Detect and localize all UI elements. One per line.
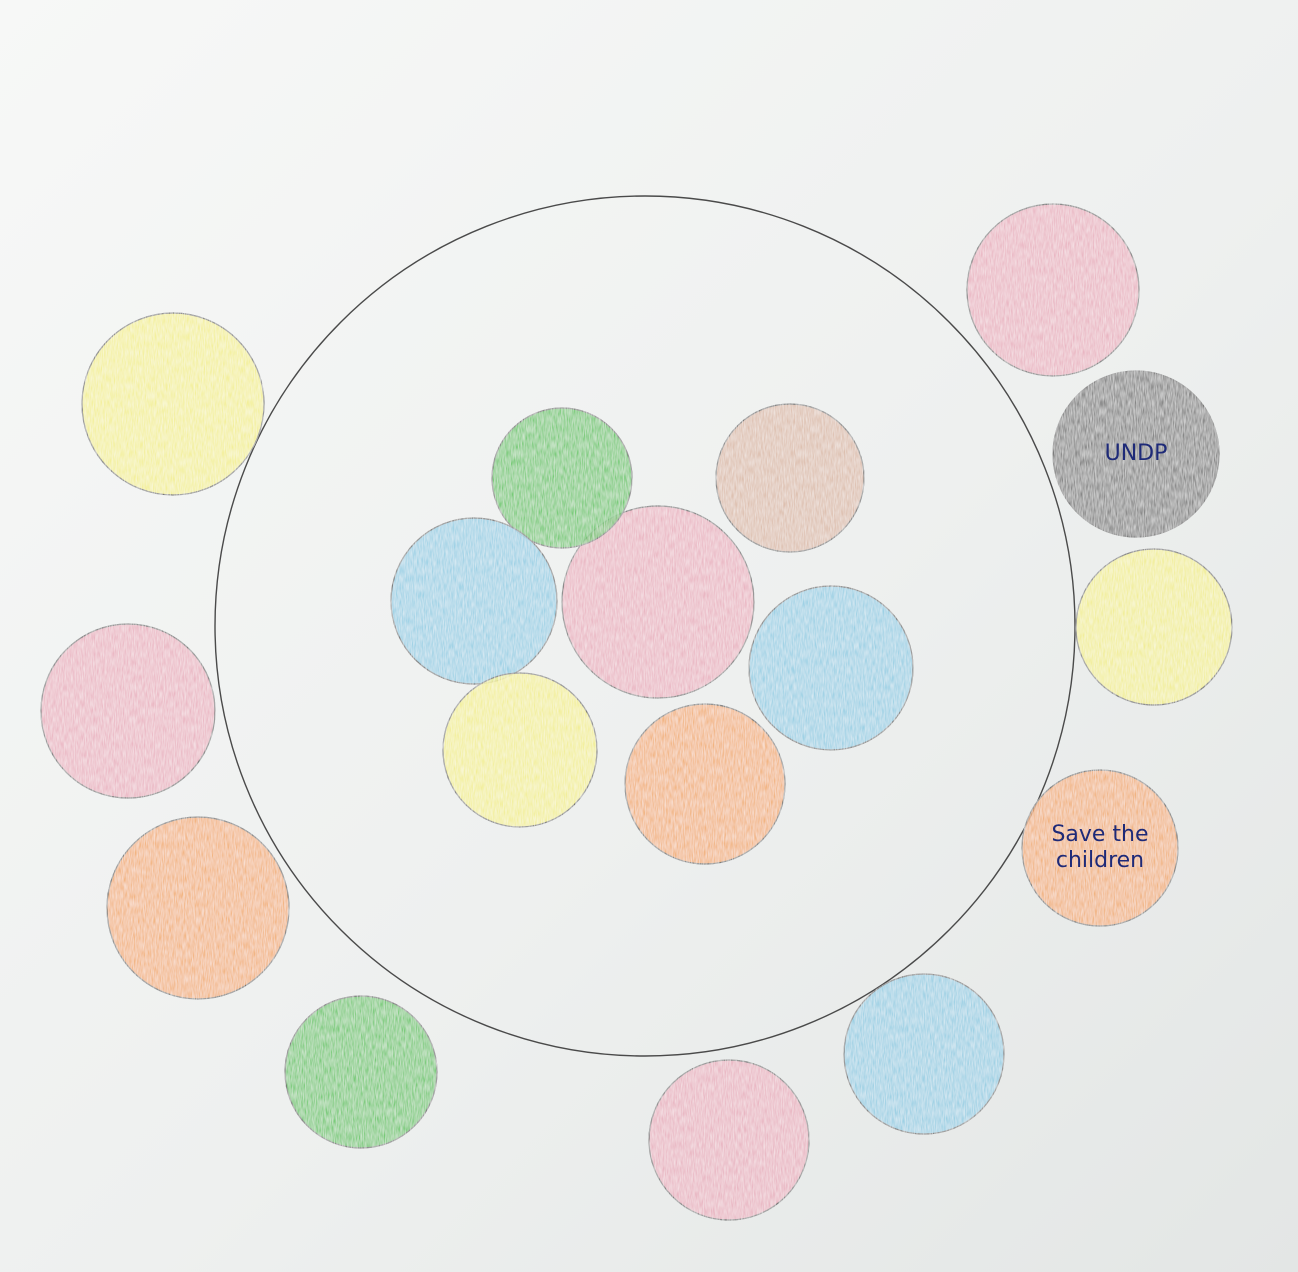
- outer-pink-left-bubble: [41, 624, 215, 798]
- outer-gray-right-label-line: UNDP: [1104, 441, 1168, 466]
- outer-yellow-topleft-circle: [82, 313, 264, 495]
- inner-green-bubble: [492, 408, 632, 548]
- inner-tan-circle: [716, 404, 864, 552]
- outer-gray-right-bubble: [1053, 371, 1219, 537]
- outer-pink-topright-bubble: [967, 204, 1139, 376]
- inner-yellow-circle: [443, 673, 597, 827]
- outer-green-bottom-bubble: [285, 996, 437, 1148]
- outer-gray-right-label: [1105, 441, 1168, 466]
- inner-blue-left-bubble: [391, 518, 557, 684]
- outer-pink-bottom-circle: [649, 1060, 809, 1220]
- inner-blue-left-circle: [391, 518, 557, 684]
- outer-pink-left-circle: [41, 624, 215, 798]
- inner-blue-right-circle: [749, 586, 913, 750]
- outer-orange-right-label: [1051, 822, 1148, 873]
- outer-orange-right-label-line: Save the: [1051, 822, 1149, 847]
- outer-blue-bottomright-circle: [844, 974, 1004, 1134]
- outer-blue-bottomright-bubble: [844, 974, 1004, 1134]
- outer-pink-bottom-bubble: [649, 1060, 809, 1220]
- inner-yellow-bubble: [443, 673, 597, 827]
- outer-green-bottom-circle: [285, 996, 437, 1148]
- outer-orange-right-bubble: [1022, 770, 1178, 926]
- inner-orange-circle: [625, 704, 785, 864]
- outer-pink-topright-circle: [967, 204, 1139, 376]
- inner-blue-right-bubble: [749, 586, 913, 750]
- outer-yellow-topleft-bubble: [82, 313, 264, 495]
- inner-green-circle: [492, 408, 632, 548]
- outer-yellow-right-circle: [1076, 549, 1232, 705]
- inner-orange-bubble: [625, 704, 785, 864]
- outer-orange-right-label-line: children: [1055, 848, 1145, 873]
- outer-orange-bottomleft-circle: [107, 817, 289, 999]
- outer-orange-bottomleft-bubble: [107, 817, 289, 999]
- outer-yellow-right-bubble: [1076, 549, 1232, 705]
- inner-tan-bubble: [716, 404, 864, 552]
